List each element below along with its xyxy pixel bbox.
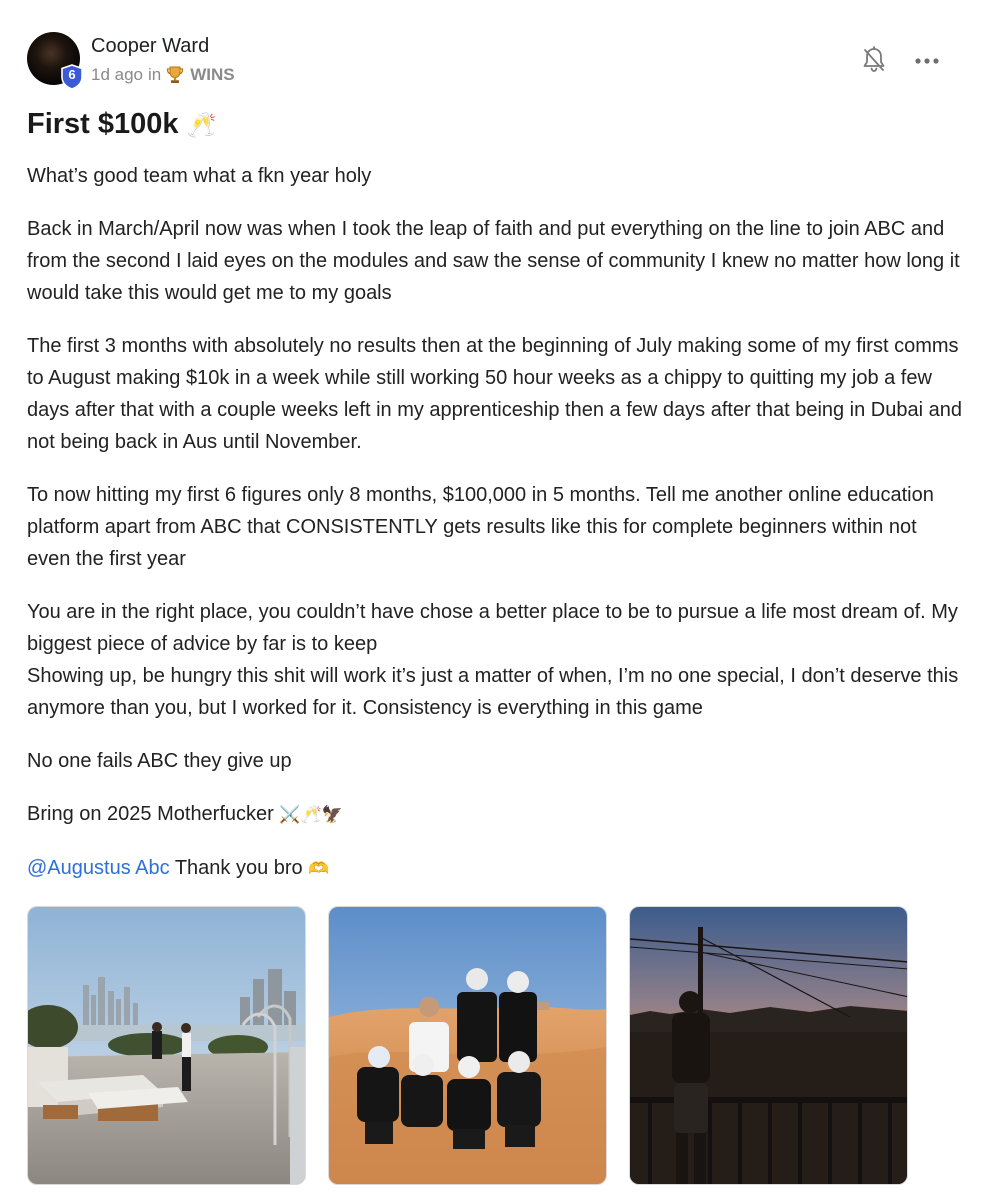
in-label: in (148, 65, 162, 84)
trophy-icon (165, 65, 185, 85)
paragraph-group (27, 596, 962, 724)
paragraph-line: You are in the right place, you couldn’t have chose a better place to be to pursue a life most dream of. My biggest piece of advice by far is to keep (27, 601, 958, 655)
closing-line (27, 798, 962, 831)
photo-sunset-balcony[interactable] (629, 906, 908, 1185)
paragraph-line: Showing up, be hungry this shit will work it’s just a matter of when, I’m no one special, I don’t deserve this anymore than you, but I worked for it. Consistency is everything in this game (27, 665, 959, 719)
champagne-emoji: 🥂 (186, 112, 217, 139)
photo-desert-group[interactable] (328, 906, 607, 1185)
photo-dubai-rooftop[interactable] (27, 906, 306, 1185)
paragraph: Back in March/April now was when I took the leap of faith and put everything on the line to join ABC and from the second I laid eyes on the modules and saw the sense of community I knew no matter how long it would take this would get me to my goals (27, 218, 960, 304)
level-badge (60, 64, 84, 90)
heart-hands-emoji: 🫶 (308, 859, 330, 878)
post-body (27, 160, 962, 906)
paragraph: The first 3 months with absolutely no results then at the beginning of July making some of my first comms to August making $10k in a week while still working 50 hour weeks as a chippy to quitting my job a few days after that with a couple weeks left in my apprenticeship then a few days after that being in Dubai and not being back in Aus until November. (27, 335, 962, 453)
post-title-text: First $100k (27, 108, 179, 140)
post-title (27, 108, 217, 141)
thanks-line (27, 852, 962, 885)
paragraph: What’s good team what a fkn year holy (27, 165, 372, 187)
thanks-text: Thank you bro (174, 857, 303, 879)
post-meta (91, 65, 235, 85)
paragraph: No one fails ABC they give up (27, 750, 292, 772)
level-number: 6 (68, 67, 76, 82)
post-time: 1d ago (91, 65, 143, 84)
closing-text: Bring on 2025 Motherfucker (27, 803, 274, 825)
category-link[interactable]: WINS (190, 65, 235, 84)
author-name[interactable]: Cooper Ward (91, 35, 210, 57)
mention-link[interactable]: @Augustus Abc (27, 857, 170, 879)
bell-off-icon[interactable] (861, 46, 887, 74)
swords-champagne-eagle-emoji: ⚔️🥂🦅 (279, 805, 343, 824)
image-gallery (27, 906, 917, 1186)
more-options-icon[interactable] (912, 52, 942, 70)
paragraph: To now hitting my first 6 figures only 8 months, $100,000 in 5 months. Tell me another online education platform apart from ABC that CONSISTENTLY gets results like this for complete beginners within not even the first year (27, 484, 934, 570)
